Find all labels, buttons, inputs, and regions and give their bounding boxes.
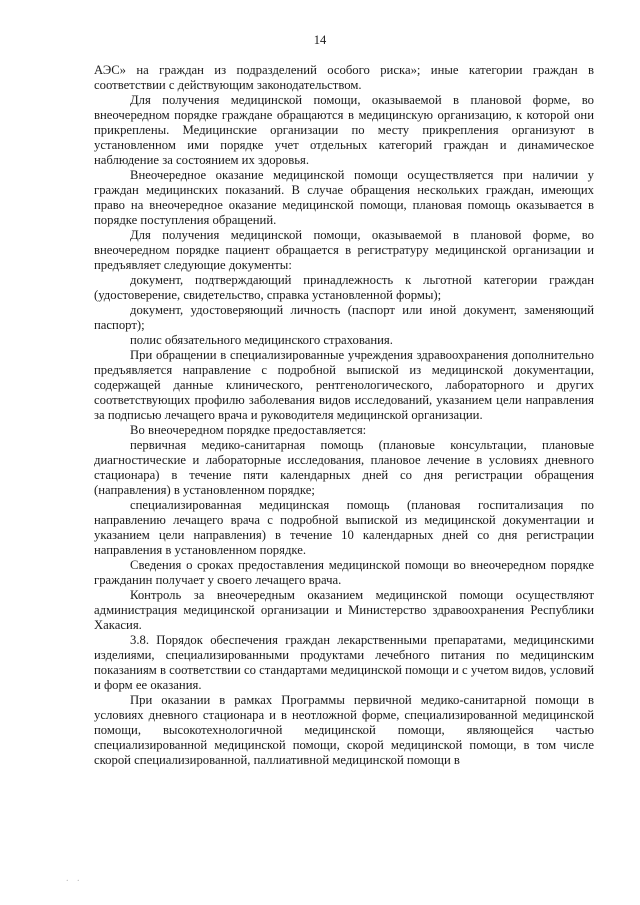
list-item: полис обязательного медицинского страхования. — [130, 333, 393, 347]
paragraph: АЭС» на граждан из подразделений особого риска»; иные категории граждан в соответствии с действующим законодательством. — [94, 63, 594, 92]
list-item: документ, подтверждающий принадлежность к льготной категории граждан (удостоверение, свидетельство, справка установленной формы); — [94, 273, 594, 302]
paragraph: Для получения медицинской помощи, оказываемой в плановой форме, во внеочередном порядке пациент обращается в регистратуру медицинской организации и предъявляет следующие документы: — [94, 228, 594, 272]
page-number: 14 — [313, 33, 327, 47]
section-paragraph: 3.8. Порядок обеспечения граждан лекарственными препаратами, медицинскими изделиями, специализированными продуктами лечебного питания по медицинским показаниям в соответствии со стандартами медицинской помощи и с учетом видов, условий и форм ее оказания. — [94, 633, 594, 692]
list-item: специализированная медицинская помощь (плановая госпитализация по направлению лечащего врача с подробной выпиской из медицинской документации и указанием цели направления) в течение 10 календарных дней со дня регистрации направления в установленном порядке. — [94, 498, 594, 557]
scan-marks: . . — [66, 873, 83, 884]
paragraph: При оказании в рамках Программы первичной медико-санитарной помощи в условиях дневного стационара и в неотложной форме, специализированной медицинской помощи, высокотехнологичной медицинской помощи, являющейся частью специализированной медицинской помощи, скорой медицинской помощи, в том числе скорой специализированной, паллиативной медицинской помощи в — [94, 693, 594, 767]
paragraph: При обращении в специализированные учреждения здравоохранения дополнительно предъявляется направление с подробной выпиской из медицинской документации, содержащей данные клинического, рентгенологического, лабораторного и других соответствующих профилю заболевания видов исследований, указанием цели направления за подписью лечащего врача и руководителя медицинской организации. — [94, 348, 594, 422]
list-item: первичная медико-санитарная помощь (плановые консультации, плановые диагностические и лабораторные исследования, плановое лечение в условиях дневного стационара) в течение пяти календарных дней со дня регистрации обращения (направления) в установленном порядке; — [94, 438, 594, 497]
paragraph: Внеочередное оказание медицинской помощи осуществляется при наличии у граждан медицинских показаний. В случае обращения нескольких граждан, имеющих право на внеочередное оказание медицинской помощи, плановая помощь оказывается в порядке поступления обращений. — [94, 168, 594, 227]
paragraph: Контроль за внеочередным оказанием медицинской помощи осуществляют администрация медицинской организации и Министерство здравоохранения Республики Хакасия. — [94, 588, 594, 632]
paragraph: Во внеочередном порядке предоставляется: — [130, 423, 367, 437]
paragraph: Для получения медицинской помощи, оказываемой в плановой форме, во внеочередном порядке граждане обращаются в медицинскую организацию, к которой они прикреплены. Медицинские организации по месту прикрепления организуют в установленном ими порядке учет отдельных категорий граждан и динамическое наблюдение за состоянием их здоровья. — [94, 93, 594, 167]
list-item: документ, удостоверяющий личность (паспорт или иной документ, заменяющий паспорт); — [94, 303, 594, 332]
paragraph: Сведения о сроках предоставления медицинской помощи во внеочередном порядке гражданин получает у своего лечащего врача. — [94, 558, 594, 587]
body-text — [94, 63, 594, 768]
